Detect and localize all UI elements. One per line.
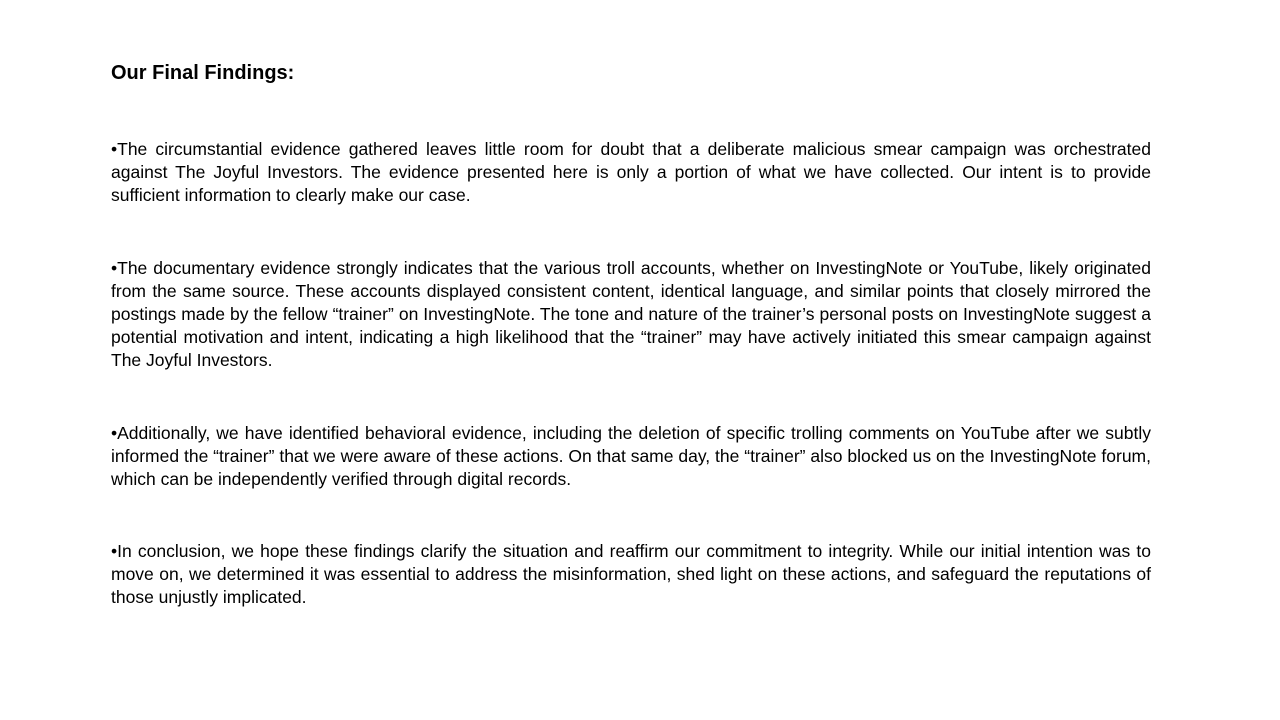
slide-title: Our Final Findings: bbox=[111, 62, 295, 84]
finding-paragraph-documentary: •The documentary evidence strongly indicates that the various troll accounts, whether on InvestingNote or YouTube, likely originated from the same source. These accounts displayed consistent content, identical language, and similar points that closely mirrored the postings made by the fellow “trainer” on InvestingNote. The tone and nature of the trainer’s personal posts on InvestingNote suggest a potential motivation and intent, indicating a high likelihood that the “trainer” may have actively initiated this smear campaign against The Joyful Investors. bbox=[111, 258, 1151, 370]
finding-paragraph-conclusion: •In conclusion, we hope these findings clarify the situation and reaffirm our commitment to integrity. While our initial intention was to move on, we determined it was essential to address the misinformation, shed light on these actions, and safeguard the reputations of those unjustly implicated. bbox=[111, 541, 1151, 607]
finding-paragraph-behavioral: •Additionally, we have identified behavioral evidence, including the deletion of specific trolling comments on YouTube after we subtly informed the “trainer” that we were aware of these actions. On that same day, the “trainer” also blocked us on the InvestingNote forum, which can be independently verified through digital records. bbox=[111, 423, 1151, 489]
finding-paragraph-circumstantial: •The circumstantial evidence gathered leaves little room for doubt that a deliberate malicious smear campaign was orchestrated against The Joyful Investors. The evidence presented here is only a portion of what we have collected. Our intent is to provide sufficient information to clearly make our case. bbox=[111, 139, 1151, 205]
